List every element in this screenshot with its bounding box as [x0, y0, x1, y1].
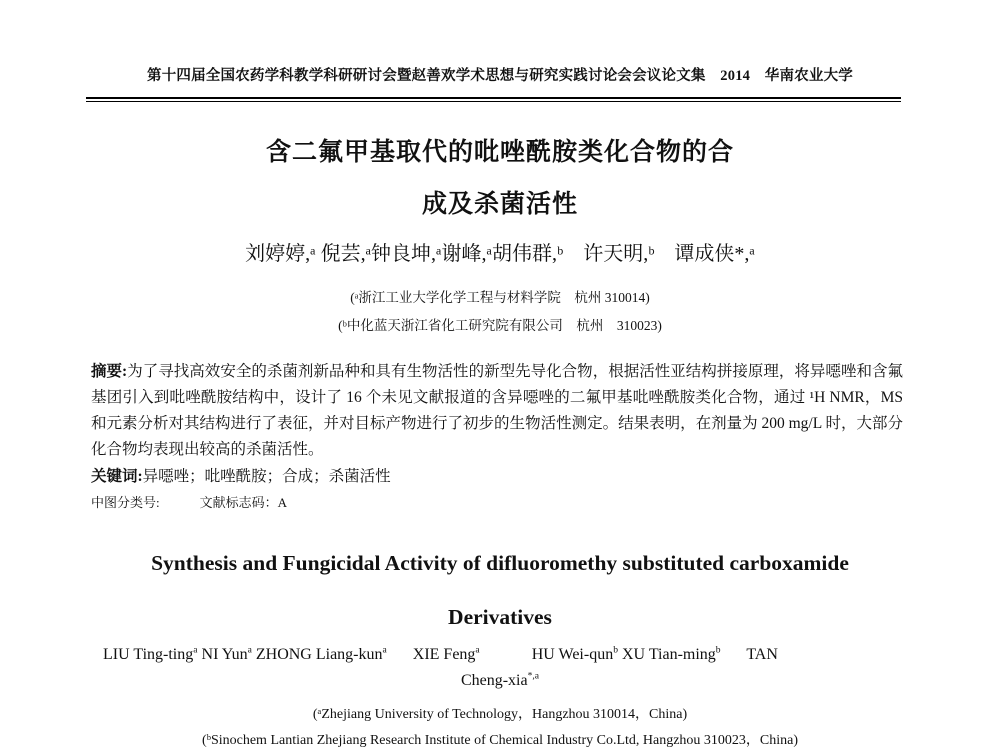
author-sup: a [247, 644, 252, 656]
author-sup: *,a [527, 670, 540, 682]
title-en-line1: Synthesis and Fungicidal Activity of difluoromethy substituted carboxamide [151, 551, 849, 575]
abstract-cn [91, 359, 903, 463]
affiliation-cn-a: (ᵃ浙江工业大学化学工程与材料学院 杭州 310014) [350, 290, 650, 305]
author-en-zhong: ZHONG Liang-kun [255, 646, 383, 663]
authors-en [103, 646, 778, 664]
abstract-text: 为了寻找高效安全的杀菌剂新品种和具有生物活性的新型先导化合物，根据活性亚结构拼接原理，将异噁唑和含氟基团引入到吡唑酰胺结构中，设计了 16 个未见文献报道的含异噁唑的二氟甲基吡唑酰胺类化合物，通过 ¹H NMR，MS 和元素分析对其结构进行了表征，并对目标产物进行了初步的生物活性测定。结果表明，在剂量为 200 mg/L 时，大部分化合物均表现出较高的杀菌活性。 [91, 363, 903, 458]
author-en-tan-1: TAN [746, 646, 778, 663]
affiliation-en-b: (ᵇSinochem Lantian Zhejiang Research Institute of Chemical Industry Co.Ltd, Hangzhou 310023，China) [201, 733, 799, 748]
author-sup: b [715, 644, 721, 656]
author-en-xu: XU Tian-ming [622, 646, 716, 663]
authors-cn: 刘婷婷,ᵃ 倪芸,ᵃ钟良坤,ᵃ谢峰,ᵃ胡伟群,ᵇ 许天明,ᵇ 谭成侠*,ᵃ [245, 243, 755, 265]
author-en-liu: LIU Ting-ting [103, 646, 194, 663]
affiliation-en-a: (ᵃZhejiang University of Technology，Hangzhou 310014，China) [312, 707, 688, 722]
keywords-text: 异噁唑；吡唑酰胺；合成；杀菌活性 [142, 468, 391, 485]
header-rule [86, 97, 901, 102]
author-en-tan-2: Cheng-xia [460, 672, 528, 689]
abstract-label: 摘要: [91, 363, 128, 380]
title-en-line2: Derivatives [448, 605, 552, 629]
title-cn-line1: 含二氟甲基取代的吡唑酰胺类化合物的合 [265, 139, 734, 166]
author-sup: b [613, 644, 618, 656]
classification-line [91, 492, 287, 511]
author-en-hu: HU Wei-qun [531, 646, 614, 663]
authors-en-line2 [0, 672, 1000, 690]
running-header: 第十四届全国农药学科教学科研研讨会暨赵善欢学术思想与研究实践讨论会会议论文集 2014 华南农业大学 [147, 68, 853, 84]
author-en-ni: NI Yun [201, 646, 248, 663]
author-sup: a [475, 644, 480, 656]
doc-code: 文献标志码：A [199, 495, 288, 510]
clc-label: 中图分类号: [91, 495, 160, 510]
author-sup: a [193, 644, 198, 656]
keywords-label: 关键词: [91, 468, 143, 485]
author-sup: a [382, 644, 387, 656]
affiliation-cn-b: (ᵇ中化蓝天浙江省化工研究院有限公司 杭州 310023) [338, 318, 662, 333]
title-cn-line2: 成及杀菌活性 [421, 191, 578, 218]
author-en-xie: XIE Feng [412, 646, 476, 663]
keywords-cn [91, 464, 391, 486]
